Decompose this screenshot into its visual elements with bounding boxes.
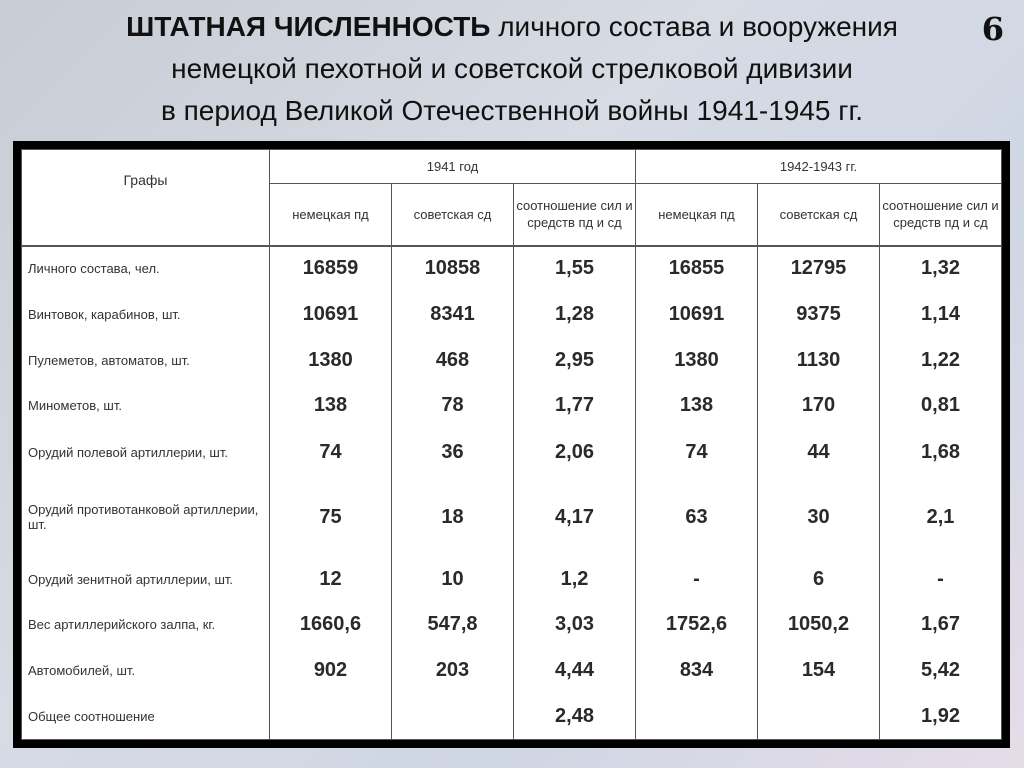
cell-value: 1380 bbox=[270, 337, 392, 383]
cell-value: 6 bbox=[758, 558, 880, 602]
cell-value bbox=[758, 694, 880, 740]
table-row bbox=[22, 383, 1002, 429]
cell-value: 4,44 bbox=[514, 648, 636, 694]
cell-value: 154 bbox=[758, 648, 880, 694]
sub-header: немецкая пд bbox=[270, 184, 392, 246]
cell-value: 16855 bbox=[636, 246, 758, 292]
cell-value: 1,14 bbox=[880, 291, 1002, 337]
sub-header: соотношение сил и средств пд и сд bbox=[880, 184, 1002, 246]
cell-value: 10 bbox=[392, 558, 514, 602]
cell-value: 2,1 bbox=[880, 477, 1002, 558]
cell-value: 3,03 bbox=[514, 602, 636, 648]
cell-value: 834 bbox=[636, 648, 758, 694]
cell-value: 12 bbox=[270, 558, 392, 602]
cell-value: 1,67 bbox=[880, 602, 1002, 648]
cell-value: 547,8 bbox=[392, 602, 514, 648]
cell-value: - bbox=[880, 558, 1002, 602]
period-1941-header: 1941 год bbox=[270, 150, 636, 184]
table-row bbox=[22, 648, 1002, 694]
cell-value: - bbox=[636, 558, 758, 602]
cell-value: 9375 bbox=[758, 291, 880, 337]
cell-value: 902 bbox=[270, 648, 392, 694]
cell-value: 75 bbox=[270, 477, 392, 558]
cell-value: 1380 bbox=[636, 337, 758, 383]
table-row bbox=[22, 694, 1002, 740]
cell-value: 2,48 bbox=[514, 694, 636, 740]
cell-value: 203 bbox=[392, 648, 514, 694]
cell-value: 63 bbox=[636, 477, 758, 558]
cell-value bbox=[270, 694, 392, 740]
cell-value: 74 bbox=[636, 429, 758, 477]
cell-value: 10858 bbox=[392, 246, 514, 292]
table-row bbox=[22, 602, 1002, 648]
cell-value: 138 bbox=[270, 383, 392, 429]
table-row bbox=[22, 337, 1002, 383]
cell-value: 30 bbox=[758, 477, 880, 558]
sub-header: соотношение сил и средств пд и сд bbox=[514, 184, 636, 246]
cell-value: 1130 bbox=[758, 337, 880, 383]
cell-value: 1,55 bbox=[514, 246, 636, 292]
cell-value: 18 bbox=[392, 477, 514, 558]
row-label: Винтовок, карабинов, шт. bbox=[22, 291, 270, 337]
cell-value: 468 bbox=[392, 337, 514, 383]
cell-value bbox=[636, 694, 758, 740]
row-label: Общее соотношение bbox=[22, 694, 270, 740]
row-label: Орудий противотанковой артиллерии, шт. bbox=[22, 477, 270, 558]
row-label: Орудий зенитной артиллерии, шт. bbox=[22, 558, 270, 602]
strength-table bbox=[21, 149, 1002, 740]
sub-header: советская сд bbox=[392, 184, 514, 246]
title-line-3: в период Великой Отечественной войны 1941-1945 гг. bbox=[160, 95, 864, 126]
cell-value: 44 bbox=[758, 429, 880, 477]
page-number: 6 bbox=[981, 10, 1004, 48]
cell-value: 2,95 bbox=[514, 337, 636, 383]
title-bold: ШТАТНАЯ ЧИСЛЕННОСТЬ bbox=[126, 11, 491, 42]
table-frame bbox=[13, 141, 1010, 748]
cell-value: 170 bbox=[758, 383, 880, 429]
row-label: Личного состава, чел. bbox=[22, 246, 270, 292]
cell-value: 74 bbox=[270, 429, 392, 477]
period-1942-header: 1942-1943 гг. bbox=[636, 150, 1002, 184]
slide-title bbox=[0, 6, 1024, 132]
sub-header: советская сд bbox=[758, 184, 880, 246]
cell-value bbox=[392, 694, 514, 740]
cell-value: 78 bbox=[392, 383, 514, 429]
table-body bbox=[22, 246, 1002, 740]
cell-value: 0,81 bbox=[880, 383, 1002, 429]
cell-value: 1,22 bbox=[880, 337, 1002, 383]
title-line-1-rest: личного состава и вооружения bbox=[498, 11, 898, 42]
title-line-2: немецкой пехотной и советской стрелковой дивизии bbox=[171, 53, 853, 84]
cell-value: 5,42 bbox=[880, 648, 1002, 694]
table-row bbox=[22, 477, 1002, 558]
row-label: Пулеметов, автоматов, шт. bbox=[22, 337, 270, 383]
cell-value: 16859 bbox=[270, 246, 392, 292]
table-row bbox=[22, 291, 1002, 337]
graf-header: Графы bbox=[22, 150, 270, 246]
cell-value: 1,68 bbox=[880, 429, 1002, 477]
title-line-1 bbox=[0, 6, 1024, 48]
cell-value: 138 bbox=[636, 383, 758, 429]
cell-value: 1660,6 bbox=[270, 602, 392, 648]
cell-value: 2,06 bbox=[514, 429, 636, 477]
cell-value: 1,2 bbox=[514, 558, 636, 602]
cell-value: 1,28 bbox=[514, 291, 636, 337]
cell-value: 1,32 bbox=[880, 246, 1002, 292]
row-label: Минометов, шт. bbox=[22, 383, 270, 429]
sub-header: немецкая пд bbox=[636, 184, 758, 246]
table-row bbox=[22, 429, 1002, 477]
cell-value: 4,17 bbox=[514, 477, 636, 558]
row-label: Вес артиллерийского залпа, кг. bbox=[22, 602, 270, 648]
row-label: Автомобилей, шт. bbox=[22, 648, 270, 694]
cell-value: 1050,2 bbox=[758, 602, 880, 648]
row-label: Орудий полевой артиллерии, шт. bbox=[22, 429, 270, 477]
cell-value: 8341 bbox=[392, 291, 514, 337]
table-row bbox=[22, 246, 1002, 292]
cell-value: 1752,6 bbox=[636, 602, 758, 648]
table-row bbox=[22, 558, 1002, 602]
cell-value: 10691 bbox=[636, 291, 758, 337]
cell-value: 1,77 bbox=[514, 383, 636, 429]
cell-value: 12795 bbox=[758, 246, 880, 292]
cell-value: 1,92 bbox=[880, 694, 1002, 740]
cell-value: 10691 bbox=[270, 291, 392, 337]
cell-value: 36 bbox=[392, 429, 514, 477]
